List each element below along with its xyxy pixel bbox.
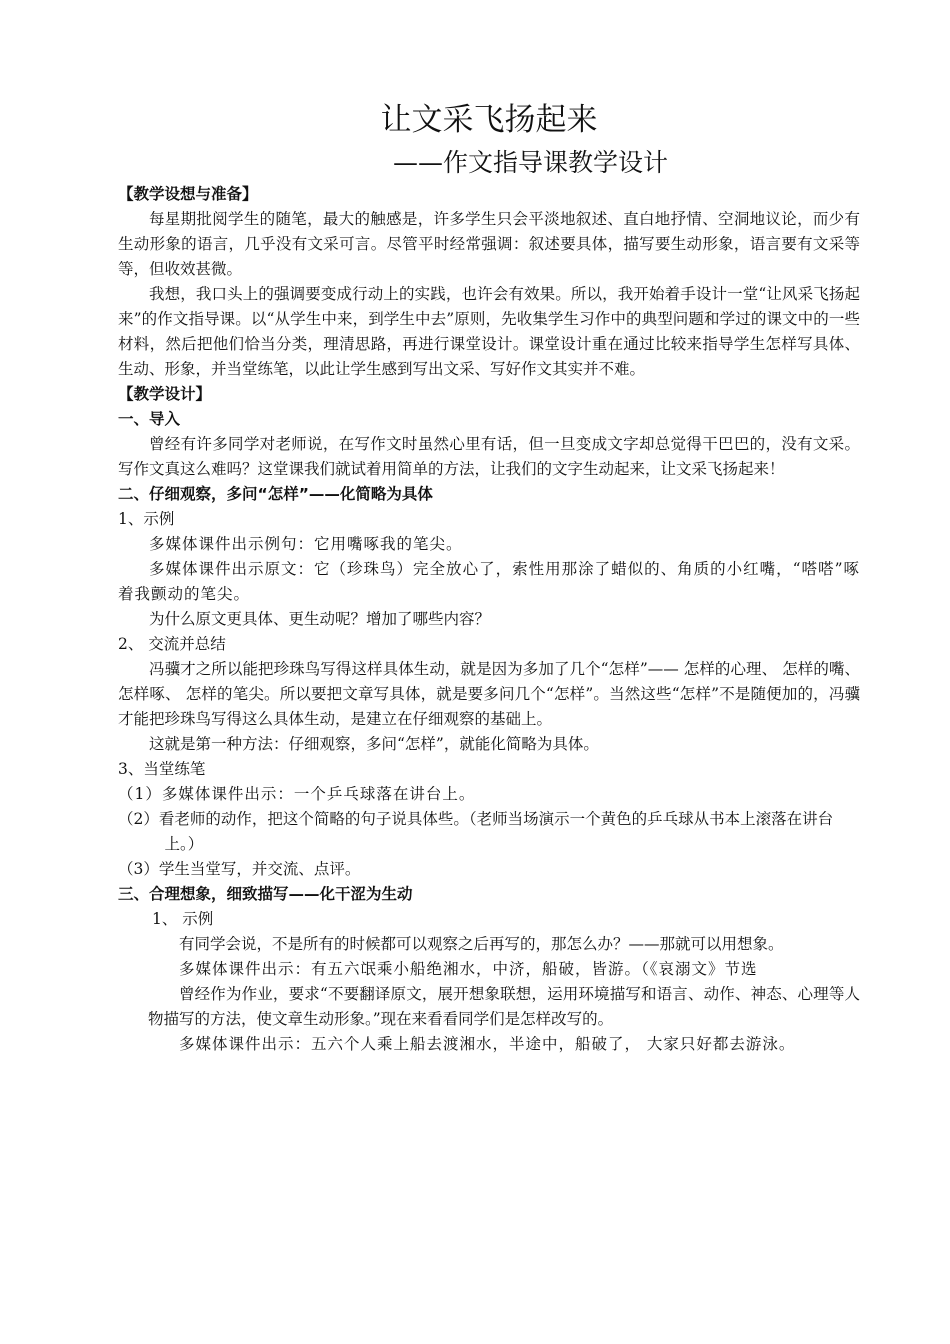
section-heading-design: 【教学设计】 xyxy=(118,385,212,403)
paragraph: 我想，我口头上的强调要变成行动上的实践，也许会有效果。所以，我开始着手设计一堂“让风采飞扬起来”的作文指导课。以“从学生中来，到学生中去”原则，先收集学生习作中的典型问题和学过的课文中的一些材料，然后把他们恰当分类，理清思路，再进行课堂设计。课堂设计重在通过比较来指导学生怎样写具体、生动、形象，并当堂练笔，以此让学生感到写出文采、写好作文其实并不难。 xyxy=(118,285,860,378)
paragraph: 曾经作为作业，要求“不要翻译原文，展开想象联想，运用环境描写和语言、动作、神态、心理等人物描写的方法，使文章生动形象。”现在来看看同学们是怎样改写的。 xyxy=(148,985,860,1028)
question: 为什么原文更具体、更生动呢？增加了哪些内容？ xyxy=(149,610,491,628)
page-subtitle: ——作文指导课教学设计 xyxy=(393,148,669,177)
page-title: 让文采飞扬起来 xyxy=(380,102,598,138)
media-example: 多媒体课件出示例句：它用嘴啄我的笔尖。 xyxy=(149,535,463,553)
document-page xyxy=(118,100,860,1057)
step-label: 1、 示例 xyxy=(152,910,214,928)
part3-block xyxy=(118,907,860,1057)
exercise-item: （3）学生当堂写，并交流、点评。 xyxy=(118,860,361,878)
paragraph: 冯骥才之所以能把珍珠鸟写得这样具体生动，就是因为多加了几个“怎样”—— 怎样的心理、 怎样的嘴、 怎样啄、 怎样的笔尖。所以要把文章写具体，就是要多问几个“怎样”。当然这些“怎样”不是随便加的，冯骥才能把珍珠鸟写得这么具体生动，是建立在仔细观察的基础上。 xyxy=(118,660,860,728)
subheading-intro: 一、导入 xyxy=(118,410,181,428)
exercise-item: （2）看老师的动作，把这个简略的句子说具体些。（老师当场演示一个黄色的乒乓球从书本上滚落在讲台上。） xyxy=(118,810,834,853)
paragraph: 曾经有许多同学对老师说，在写作文时虽然心里有话，但一旦变成文字却总觉得干巴巴的，没有文采。写作文真这么难吗？这堂课我们就试着用简单的方法，让我们的文字生动起来，让文采飞扬起来！ xyxy=(118,435,860,478)
step-label: 2、 交流并总结 xyxy=(118,635,226,653)
media-example: 多媒体课件出示：有五六氓乘小船绝湘水，中济，船破，皆游。（《哀溺文》节选 xyxy=(179,960,758,978)
subheading-part3: 三、合理想象，细致描写——化干涩为生动 xyxy=(118,885,413,903)
paragraph: 有同学会说，不是所有的时候都可以观察之后再写的，那怎么办？——那就可以用想象。 xyxy=(179,935,784,953)
paragraph: 每星期批阅学生的随笔，最大的触感是，许多学生只会平淡地叙述、直白地抒情、空洞地议论，而少有生动形象的语言，几乎没有文采可言。尽管平时经常强调：叙述要具体，描写要生动形象，语言要有文采等等，但收效甚微。 xyxy=(118,210,860,278)
media-example: 多媒体课件出示：五六个人乘上船去渡湘水，半途中，船破了， 大家只好都去游泳。 xyxy=(179,1035,796,1053)
exercise-item: （1）多媒体课件出示：一个乒乓球落在讲台上。 xyxy=(118,785,476,803)
step-label: 1、示例 xyxy=(118,510,175,528)
paragraph: 这就是第一种方法：仔细观察，多问“怎样”，就能化简略为具体。 xyxy=(149,735,599,753)
step-label: 3、当堂练笔 xyxy=(118,760,206,778)
subheading-part2: 二、仔细观察，多问“怎样”——化简略为具体 xyxy=(118,485,433,503)
media-example: 多媒体课件出示原文：它（珍珠鸟）完全放心了，索性用那涂了蜡似的、角质的小红嘴，“嗒嗒”啄着我颤动的笔尖。 xyxy=(118,560,860,603)
section-heading-prep: 【教学设想与准备】 xyxy=(118,185,258,203)
